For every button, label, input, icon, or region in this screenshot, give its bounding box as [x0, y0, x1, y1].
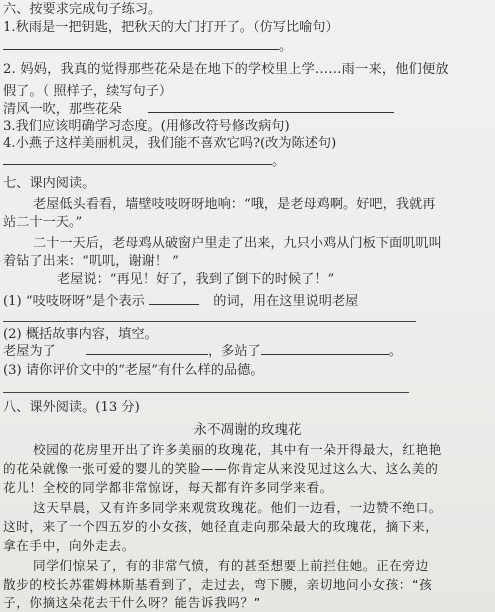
- s6-question-3: 3.我们应该明确学习态度。(用修改符号修改病句): [3, 119, 290, 134]
- s6-question-2-prompt: 清风一吹，那些花朵: [3, 102, 122, 117]
- s6-question-2-line-2: 假了。（ 照样子，续写句子）: [3, 84, 173, 99]
- s6-question-4: 4.小燕子这样美丽机灵，我们能不喜欢它吗?(改为陈述句): [3, 136, 337, 151]
- answer-blank[interactable]: [86, 341, 208, 355]
- section-7-heading: 七、课内阅读。: [3, 176, 96, 191]
- s6-answer-line-1[interactable]: [3, 36, 292, 56]
- answer-blank[interactable]: [3, 151, 272, 165]
- s7-passage-1-line-2: 站二十一天。”: [3, 215, 83, 230]
- fill-text-a: 老屋为了: [3, 344, 56, 359]
- answer-blank[interactable]: [148, 99, 394, 113]
- period: 。: [279, 39, 293, 54]
- s8-paragraph-2-line-1: 这天早晨，又有许多同学来观赏玫瑰花。他们一边看，一边赞不绝口。: [33, 500, 443, 515]
- answer-blank[interactable]: [261, 341, 389, 355]
- s8-paragraph-1-line-3: 花儿！全校的同学都非常惊讶，每天都有许多同学来看。: [3, 480, 333, 495]
- s8-paragraph-3-line-2: 散步的校长苏霍姆林斯基看到了，走过去，弯下腰，亲切地问小女孩：“孩: [3, 577, 433, 592]
- s6-question-1: 1.秋雨是一把钥匙，把秋天的大门打开了。（仿写比喻句）: [3, 20, 339, 35]
- section-8-heading: 八、课外阅读。(13 分): [3, 400, 140, 415]
- s7-question-1-row: [3, 291, 358, 311]
- period: 。: [272, 154, 286, 169]
- answer-line[interactable]: [3, 321, 416, 322]
- answer-line[interactable]: [3, 392, 409, 393]
- s7-question-3: (3) 请你评价文中的“老屋”有什么样的品德。: [3, 363, 264, 378]
- s7-passage-1-line-1: 老屋低头看看，墙壁吱吱呀呀地响：“哦，是老母鸡啊。好吧，我就再: [33, 197, 436, 212]
- s6-answer-line-4[interactable]: [3, 151, 285, 171]
- fill-text-b: ，多站了: [207, 344, 261, 359]
- passage-title: 永不凋谢的玫瑰花: [193, 422, 302, 438]
- s8-paragraph-1-line-1: 校园的花房里开出了许多美丽的玫瑰花，其中有一朵开得最大，红艳艳: [33, 442, 443, 457]
- s8-paragraph-2-line-3: 拿在手中，向外走去。: [3, 538, 135, 553]
- period: 。: [388, 344, 402, 359]
- s7-question-2: (2) 概括故事内容，填空。: [3, 327, 158, 342]
- s7-question-1-text-b: 的词，用在这里说明老屋: [213, 294, 359, 309]
- s7-passage-2-line-2: 着钻了出来：“叽叽，谢谢！ ”: [3, 254, 179, 269]
- s7-passage-3: 老屋说：“再见！好了，我到了倒下的时候了！”: [57, 272, 335, 287]
- s6-question-2-prompt-row: [3, 99, 394, 119]
- answer-blank[interactable]: [3, 36, 279, 50]
- s7-question-1-text-a: (1) “吱吱呀呀”是个表示: [3, 294, 145, 309]
- s8-paragraph-2-line-2: 这时，来了一个四五岁的小女孩，她径直走向那朵最大的玫瑰花，摘下来，: [3, 519, 439, 534]
- section-6-heading: 六、按要求完成句子练习。: [3, 2, 162, 17]
- s7-passage-2-line-1: 二十一天后，老母鸡从破窗户里走了出来，九只小鸡从门板下面叽叽叫: [33, 236, 442, 251]
- s8-paragraph-3-line-3: 子，你摘这朵花去干什么呀？能告诉我吗？”: [3, 595, 261, 610]
- s8-paragraph-1-line-2: 的花朵就像一张可爱的婴儿的笑脸——你肯定从来没见过这么大、这么美的: [3, 461, 439, 476]
- answer-blank[interactable]: [149, 291, 199, 305]
- s6-question-2-line-1: 2. 妈妈，我真的觉得那些花朵是在地下的学校里上学……雨一来，他们便放: [3, 62, 449, 77]
- s7-question-2-fill-row: [3, 341, 402, 361]
- s8-paragraph-3-line-1: 同学们惊呆了，有的非常气愤，有的甚至想要上前拦住她。正在旁边: [33, 558, 429, 573]
